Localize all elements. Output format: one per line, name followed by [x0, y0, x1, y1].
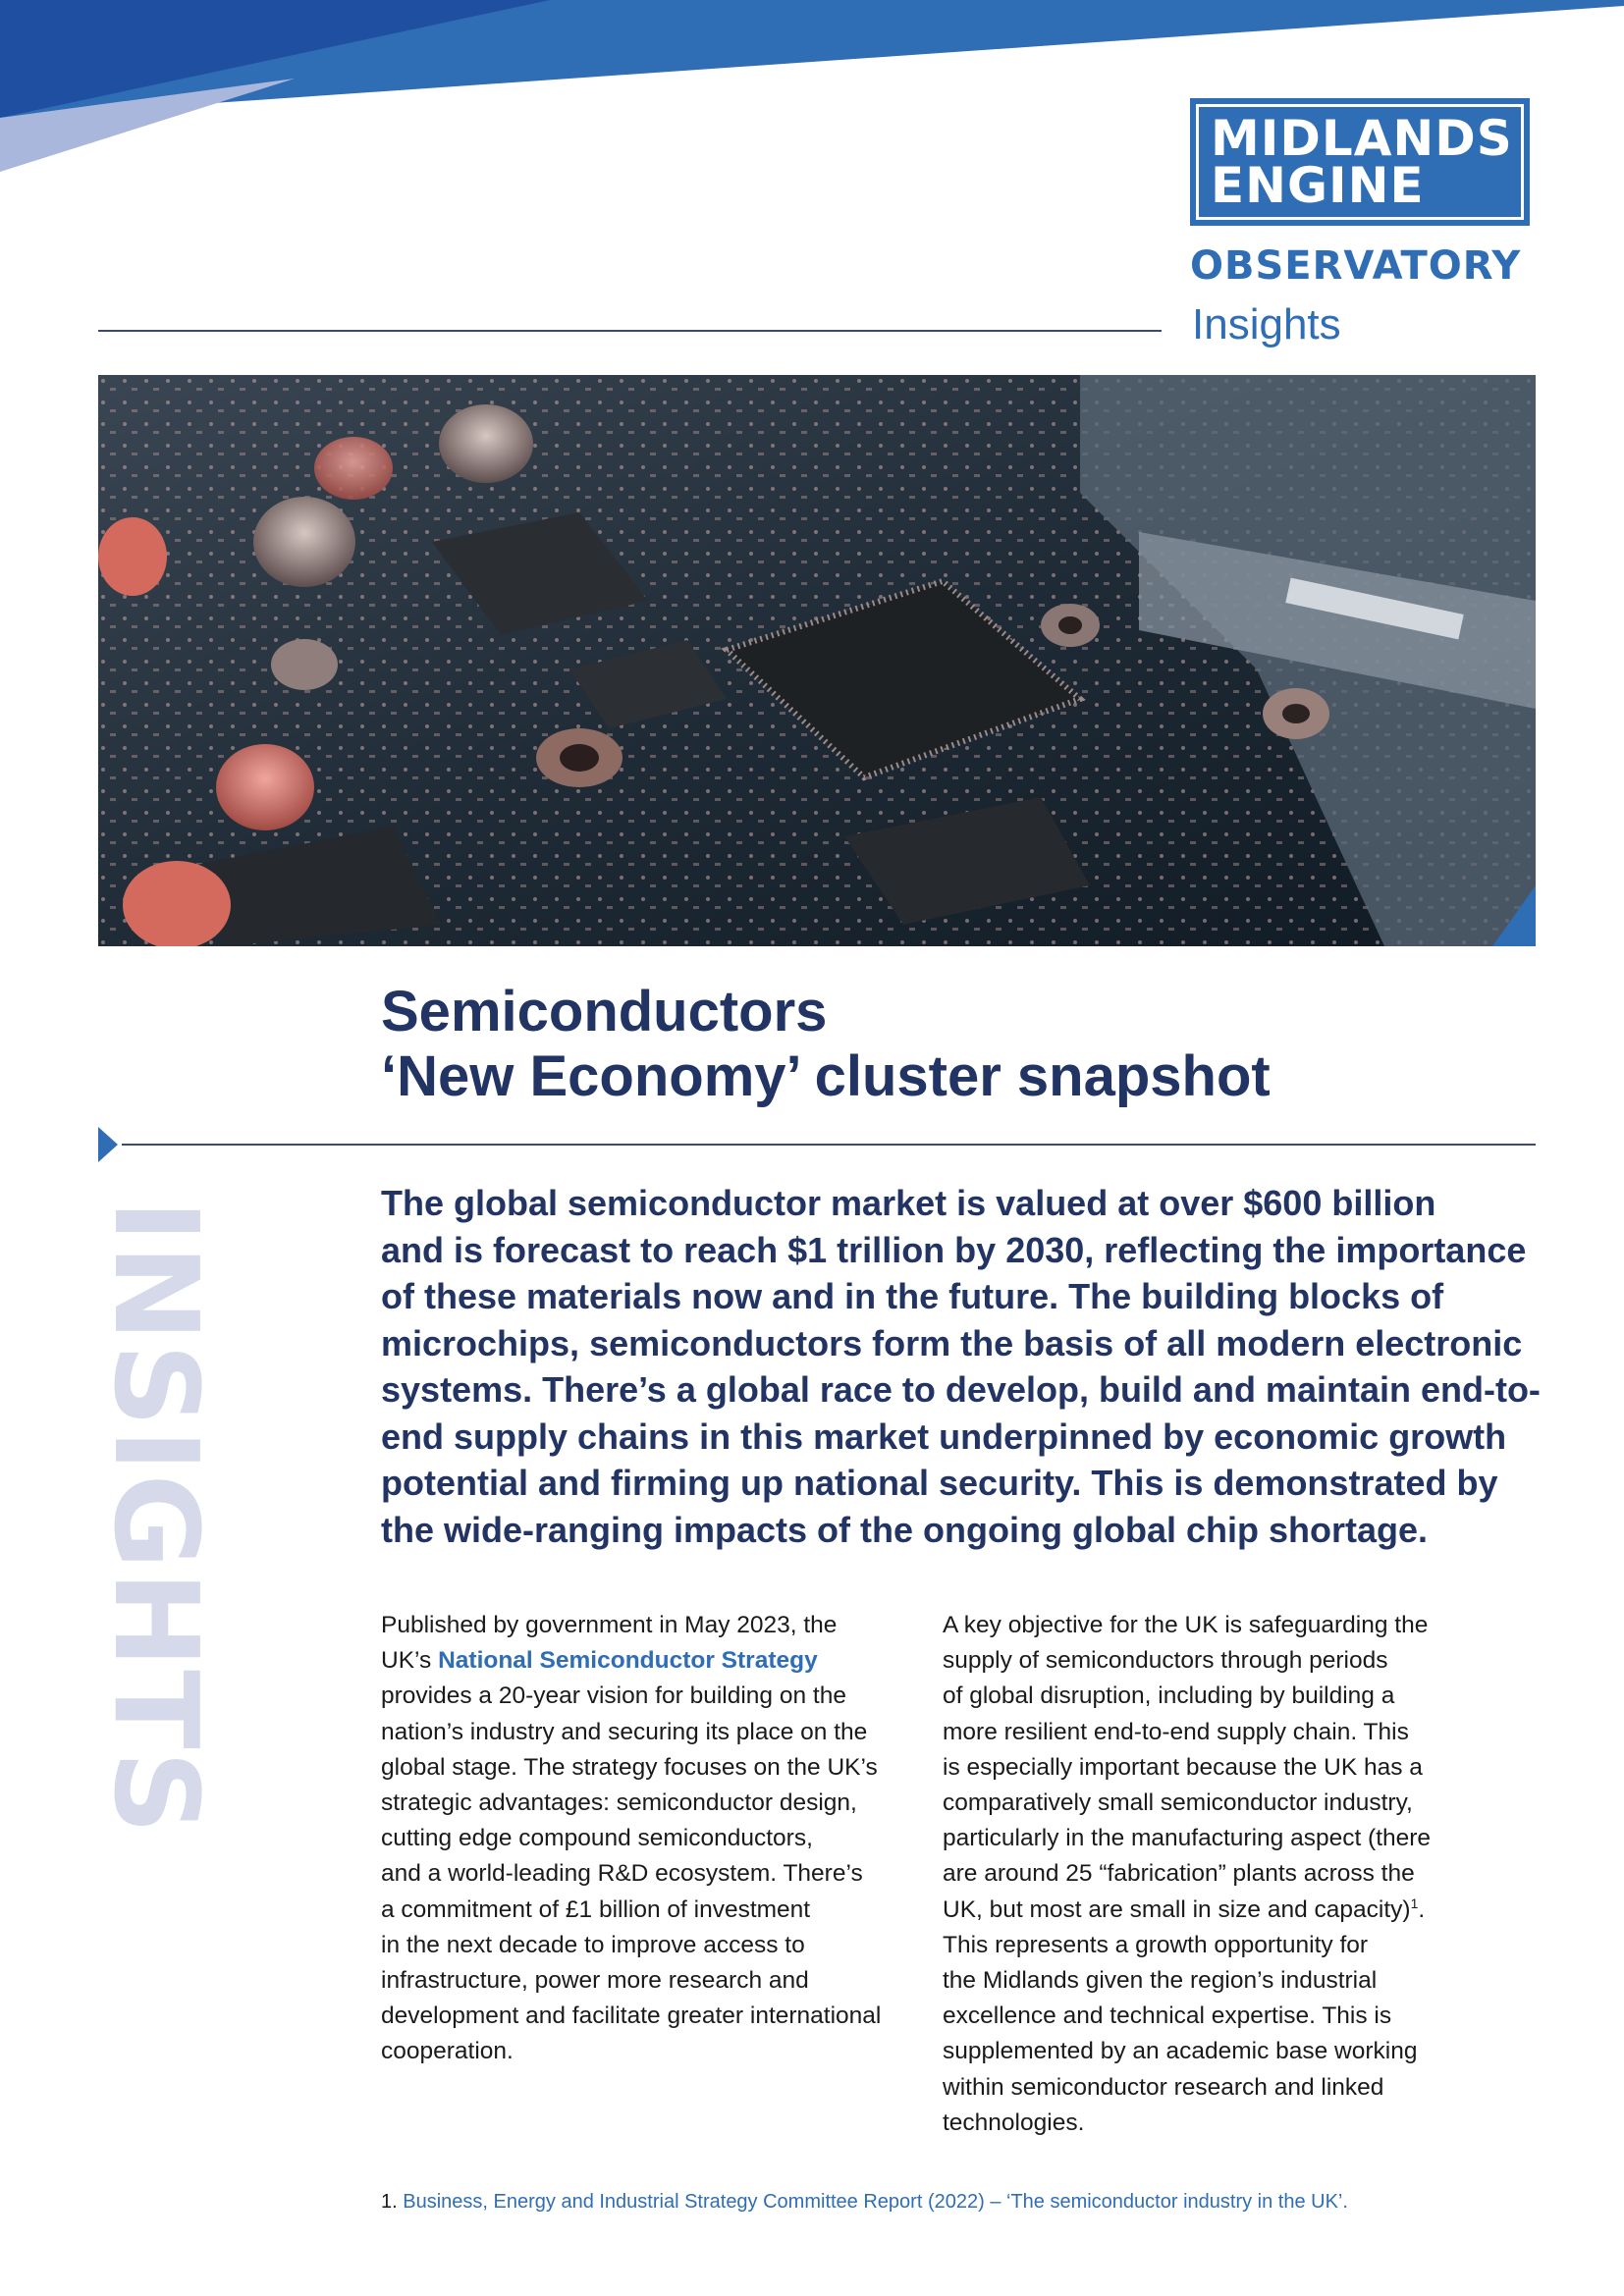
title-divider [122, 1144, 1536, 1146]
body-line: of global disruption, including by building a [943, 1682, 1395, 1710]
circuit-board-photo-icon [98, 375, 1536, 946]
body-line-with-footnote-ref [943, 1893, 1492, 1928]
national-semiconductor-strategy-link[interactable]: National Semiconductor Strategy [438, 1647, 818, 1675]
body-line: development and facilitate greater international [381, 2002, 882, 2030]
body-line: strategic advantages: semiconductor design, [381, 1789, 857, 1817]
lead-line: the wide-ranging impacts of the ongoing global chip shortage. [381, 1509, 1429, 1550]
body-line: supplemented by an academic base working [943, 2038, 1418, 2065]
body-line: supply of semiconductors through periods [943, 1647, 1388, 1675]
lead-line: systems. There’s a global race to develop, build and maintain end-to- [381, 1369, 1541, 1410]
body-line: infrastructure, power more research and [381, 1967, 809, 1995]
body-line: more resilient end-to-end supply chain. This [943, 1718, 1409, 1745]
lead-paragraph [381, 1180, 1541, 1553]
vertical-insights-text: INSIGHTS [88, 1200, 224, 1837]
header-divider [98, 330, 1162, 332]
body-line: in the next decade to improve access to [381, 1931, 805, 1958]
lead-line: and is forecast to reach $1 trillion by 2030, reflecting the importance [381, 1229, 1527, 1270]
body-line: This represents a growth opportunity for [943, 1931, 1369, 1958]
body-column-right [943, 1608, 1492, 2141]
body-line: comparatively small semiconductor industry, [943, 1789, 1413, 1817]
lead-line: The global semiconductor market is valued at over $600 billion [381, 1183, 1436, 1223]
section-label: Insights [1192, 300, 1341, 348]
title-line-2: ‘New Economy’ cluster snapshot [381, 1044, 1271, 1108]
footnote [381, 2191, 1348, 2214]
body-line: cooperation. [381, 2038, 514, 2065]
lead-line: of these materials now and in the future. The building blocks of [381, 1276, 1444, 1316]
lead-line: microchips, semiconductors form the basis of all modern electronic [381, 1322, 1523, 1363]
body-line: global stage. The strategy focuses on the UK’s [381, 1753, 878, 1781]
body-line: particularly in the manufacturing aspect (there [943, 1825, 1432, 1852]
logo-line-1: MIDLANDS [1211, 110, 1513, 167]
body-line: provides a 20-year vision for building on the [381, 1682, 846, 1710]
body-line: Published by government in May 2023, the [381, 1612, 838, 1638]
body-line: A key objective for the UK is safeguarding the [943, 1612, 1429, 1638]
lead-line: end supply chains in this market underpinned by economic growth [381, 1415, 1507, 1457]
title-line-1: Semiconductors [381, 980, 828, 1043]
footnote-reference[interactable]: 1 [1410, 1895, 1419, 1911]
logo-line-2: ENGINE [1211, 157, 1425, 214]
lead-line: potential and firming up national security. This is demonstrated by [381, 1463, 1498, 1503]
body-line: nation’s industry and securing its place on the [381, 1718, 868, 1745]
midlands-engine-logo [1190, 98, 1530, 226]
body-line: excellence and technical expertise. This is [943, 2002, 1392, 2030]
vertical-insights-label [88, 1200, 224, 1837]
body-line: cutting edge compound semiconductors, [381, 1825, 813, 1852]
body-line: within semiconductor research and linked [943, 2073, 1384, 2101]
body-line: are around 25 “fabrication” plants across the [943, 1860, 1415, 1888]
body-column-left [381, 1608, 911, 2070]
body-text: UK, but most are small in size and capacity) [943, 1896, 1411, 1923]
footnote-source-link[interactable]: Business, Energy and Industrial Strategy Committee Report (2022) – ‘The semiconductor industry in the UK’. [403, 2191, 1348, 2213]
divider-arrow-icon [98, 1127, 118, 1162]
hero-circuit-board-image [98, 375, 1536, 946]
body-line: technologies. [943, 2109, 1085, 2136]
body-line: is especially important because the UK has a [943, 1753, 1423, 1781]
observatory-wordmark: OBSERVATORY [1190, 243, 1522, 289]
body-line-with-link [381, 1643, 911, 1679]
page-title [381, 980, 1271, 1109]
body-text: UK’s [381, 1647, 439, 1675]
footnote-number: 1. [381, 2191, 398, 2213]
body-text: . [1418, 1896, 1426, 1923]
body-line: and a world-leading R&D ecosystem. There’s [381, 1860, 863, 1888]
body-line: the Midlands given the region’s industrial [943, 1967, 1378, 1995]
body-line: a commitment of £1 billion of investment [381, 1896, 811, 1923]
